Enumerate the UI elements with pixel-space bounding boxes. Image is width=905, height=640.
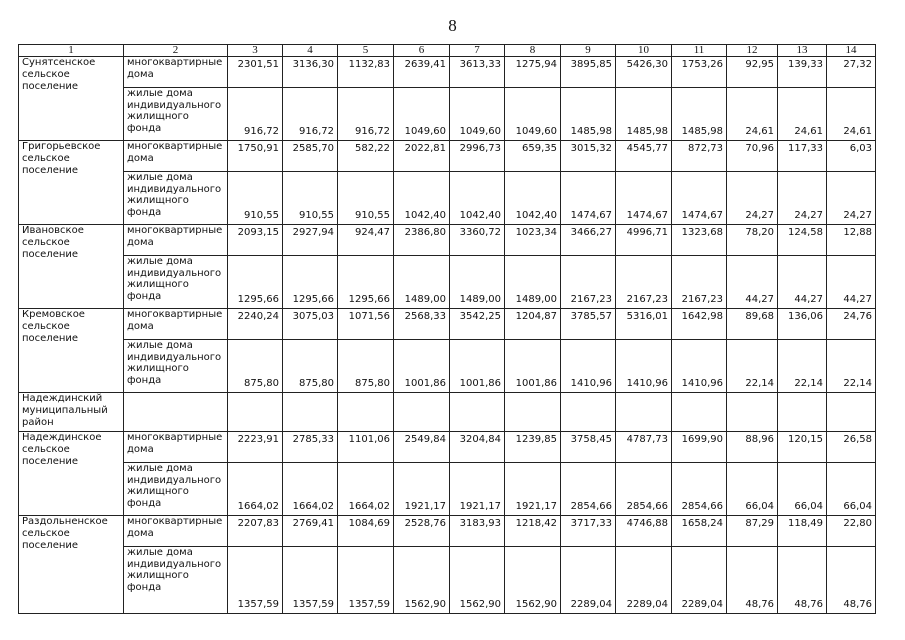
value-cell: 2639,41 — [394, 57, 450, 88]
value-cell: 1049,60 — [394, 88, 450, 141]
value-cell: 24,76 — [827, 309, 876, 340]
col-header: 8 — [505, 45, 561, 57]
value-cell: 66,04 — [827, 463, 876, 516]
value-cell: 1485,98 — [616, 88, 672, 141]
housing-type: жилые дома индивидуального жилищного фонда — [124, 463, 228, 516]
value-cell: 3542,25 — [450, 309, 505, 340]
col-header: 11 — [672, 45, 727, 57]
value-cell: 1489,00 — [450, 256, 505, 309]
column-number-row — [19, 45, 876, 57]
value-cell: 1204,87 — [505, 309, 561, 340]
value-cell: 2854,66 — [561, 463, 616, 516]
value-cell: 24,27 — [727, 172, 778, 225]
housing-type: многоквартирные дома — [124, 309, 228, 340]
value-cell: 48,76 — [727, 547, 778, 614]
value-cell: 1664,02 — [228, 463, 283, 516]
value-cell: 48,76 — [827, 547, 876, 614]
value-cell: 916,72 — [228, 88, 283, 141]
value-cell: 1664,02 — [283, 463, 338, 516]
value-cell: 3136,30 — [283, 57, 338, 88]
value-cell: 1489,00 — [505, 256, 561, 309]
table-row — [19, 225, 876, 256]
settlement-name: Кремовское сельское поселение — [19, 309, 124, 393]
value-cell: 1132,83 — [338, 57, 394, 88]
col-header: 3 — [228, 45, 283, 57]
empty-cell — [616, 393, 672, 432]
value-cell: 916,72 — [283, 88, 338, 141]
value-cell: 22,14 — [778, 340, 827, 393]
value-cell: 22,80 — [827, 516, 876, 547]
value-cell: 1275,94 — [505, 57, 561, 88]
value-cell: 1042,40 — [505, 172, 561, 225]
value-cell: 1753,26 — [672, 57, 727, 88]
col-header: 9 — [561, 45, 616, 57]
tariff-table — [18, 44, 876, 614]
value-cell: 910,55 — [228, 172, 283, 225]
value-cell: 916,72 — [338, 88, 394, 141]
value-cell: 92,95 — [727, 57, 778, 88]
value-cell: 2854,66 — [672, 463, 727, 516]
value-cell: 118,49 — [778, 516, 827, 547]
value-cell: 1474,67 — [561, 172, 616, 225]
value-cell: 3204,84 — [450, 432, 505, 463]
value-cell: 1042,40 — [450, 172, 505, 225]
value-cell: 4746,88 — [616, 516, 672, 547]
empty-cell — [778, 393, 827, 432]
value-cell: 1489,00 — [394, 256, 450, 309]
table-row — [19, 57, 876, 88]
value-cell: 1410,96 — [672, 340, 727, 393]
value-cell: 1921,17 — [505, 463, 561, 516]
empty-cell — [283, 393, 338, 432]
value-cell: 1485,98 — [672, 88, 727, 141]
value-cell: 1921,17 — [394, 463, 450, 516]
page-number: 8 — [448, 16, 457, 35]
value-cell: 1485,98 — [561, 88, 616, 141]
value-cell: 5426,30 — [616, 57, 672, 88]
table-row — [19, 88, 876, 141]
empty-cell — [228, 393, 283, 432]
value-cell: 2207,83 — [228, 516, 283, 547]
value-cell: 2022,81 — [394, 141, 450, 172]
value-cell: 2093,15 — [228, 225, 283, 256]
empty-cell — [505, 393, 561, 432]
col-header: 14 — [827, 45, 876, 57]
value-cell: 1357,59 — [283, 547, 338, 614]
value-cell: 1750,91 — [228, 141, 283, 172]
value-cell: 2927,94 — [283, 225, 338, 256]
empty-cell — [338, 393, 394, 432]
value-cell: 27,32 — [827, 57, 876, 88]
district-name: Надеждинский муниципальный район — [19, 393, 124, 432]
value-cell: 1001,86 — [450, 340, 505, 393]
value-cell: 24,61 — [727, 88, 778, 141]
empty-cell — [561, 393, 616, 432]
value-cell: 1357,59 — [228, 547, 283, 614]
housing-type: многоквартирные дома — [124, 225, 228, 256]
table-row — [19, 547, 876, 614]
value-cell: 1084,69 — [338, 516, 394, 547]
housing-type: жилые дома индивидуального жилищного фонда — [124, 547, 228, 614]
value-cell: 3613,33 — [450, 57, 505, 88]
value-cell: 582,22 — [338, 141, 394, 172]
value-cell: 1699,90 — [672, 432, 727, 463]
value-cell: 2167,23 — [616, 256, 672, 309]
value-cell: 2769,41 — [283, 516, 338, 547]
value-cell: 48,76 — [778, 547, 827, 614]
value-cell: 136,06 — [778, 309, 827, 340]
housing-type: многоквартирные дома — [124, 141, 228, 172]
col-header: 5 — [338, 45, 394, 57]
empty-cell — [827, 393, 876, 432]
value-cell: 875,80 — [283, 340, 338, 393]
empty-cell — [124, 393, 228, 432]
empty-cell — [727, 393, 778, 432]
value-cell: 2549,84 — [394, 432, 450, 463]
value-cell: 44,27 — [778, 256, 827, 309]
value-cell: 6,03 — [827, 141, 876, 172]
housing-type: жилые дома индивидуального жилищного фонда — [124, 340, 228, 393]
value-cell: 89,68 — [727, 309, 778, 340]
col-header: 6 — [394, 45, 450, 57]
value-cell: 3895,85 — [561, 57, 616, 88]
value-cell: 2301,51 — [228, 57, 283, 88]
value-cell: 2854,66 — [616, 463, 672, 516]
value-cell: 3360,72 — [450, 225, 505, 256]
value-cell: 2996,73 — [450, 141, 505, 172]
col-header: 12 — [727, 45, 778, 57]
value-cell: 1474,67 — [672, 172, 727, 225]
value-cell: 2167,23 — [672, 256, 727, 309]
housing-type: жилые дома индивидуального жилищного фонда — [124, 256, 228, 309]
value-cell: 872,73 — [672, 141, 727, 172]
value-cell: 3183,93 — [450, 516, 505, 547]
housing-type: многоквартирные дома — [124, 432, 228, 463]
value-cell: 1042,40 — [394, 172, 450, 225]
value-cell: 875,80 — [338, 340, 394, 393]
value-cell: 3466,27 — [561, 225, 616, 256]
table-row — [19, 141, 876, 172]
table-row — [19, 309, 876, 340]
value-cell: 1921,17 — [450, 463, 505, 516]
value-cell: 1049,60 — [505, 88, 561, 141]
value-cell: 3015,32 — [561, 141, 616, 172]
value-cell: 1001,86 — [394, 340, 450, 393]
value-cell: 1295,66 — [228, 256, 283, 309]
table-row — [19, 172, 876, 225]
value-cell: 910,55 — [338, 172, 394, 225]
table-row — [19, 463, 876, 516]
value-cell: 2568,33 — [394, 309, 450, 340]
settlement-name: Григорьевское сельское поселение — [19, 141, 124, 225]
value-cell: 24,27 — [778, 172, 827, 225]
value-cell: 24,61 — [778, 88, 827, 141]
value-cell: 2785,33 — [283, 432, 338, 463]
value-cell: 66,04 — [727, 463, 778, 516]
settlement-name: Ивановское сельское поселение — [19, 225, 124, 309]
col-header: 10 — [616, 45, 672, 57]
value-cell: 875,80 — [228, 340, 283, 393]
value-cell: 88,96 — [727, 432, 778, 463]
table-row — [19, 516, 876, 547]
value-cell: 26,58 — [827, 432, 876, 463]
value-cell: 70,96 — [727, 141, 778, 172]
value-cell: 66,04 — [778, 463, 827, 516]
housing-type: многоквартирные дома — [124, 57, 228, 88]
value-cell: 1357,59 — [338, 547, 394, 614]
settlement-name: Сунятсенское сельское поселение — [19, 57, 124, 141]
value-cell: 1239,85 — [505, 432, 561, 463]
value-cell: 1642,98 — [672, 309, 727, 340]
col-header: 1 — [19, 45, 124, 57]
housing-type: жилые дома индивидуального жилищного фонда — [124, 172, 228, 225]
value-cell: 2528,76 — [394, 516, 450, 547]
value-cell: 1410,96 — [616, 340, 672, 393]
value-cell: 3785,57 — [561, 309, 616, 340]
value-cell: 2167,23 — [561, 256, 616, 309]
value-cell: 1071,56 — [338, 309, 394, 340]
value-cell: 24,61 — [827, 88, 876, 141]
value-cell: 87,29 — [727, 516, 778, 547]
value-cell: 139,33 — [778, 57, 827, 88]
value-cell: 2585,70 — [283, 141, 338, 172]
value-cell: 1562,90 — [450, 547, 505, 614]
value-cell: 1664,02 — [338, 463, 394, 516]
value-cell: 78,20 — [727, 225, 778, 256]
value-cell: 659,35 — [505, 141, 561, 172]
value-cell: 22,14 — [727, 340, 778, 393]
table-body — [19, 45, 876, 614]
value-cell: 2289,04 — [616, 547, 672, 614]
value-cell: 1295,66 — [283, 256, 338, 309]
col-header: 2 — [124, 45, 228, 57]
value-cell: 12,88 — [827, 225, 876, 256]
value-cell: 1101,06 — [338, 432, 394, 463]
housing-type: многоквартирные дома — [124, 516, 228, 547]
value-cell: 2289,04 — [561, 547, 616, 614]
value-cell: 2223,91 — [228, 432, 283, 463]
value-cell: 124,58 — [778, 225, 827, 256]
district-row — [19, 393, 876, 432]
value-cell: 44,27 — [727, 256, 778, 309]
value-cell: 1658,24 — [672, 516, 727, 547]
table-row — [19, 340, 876, 393]
col-header: 4 — [283, 45, 338, 57]
value-cell: 1218,42 — [505, 516, 561, 547]
table-row — [19, 432, 876, 463]
value-cell: 4545,77 — [616, 141, 672, 172]
value-cell: 924,47 — [338, 225, 394, 256]
value-cell: 1001,86 — [505, 340, 561, 393]
value-cell: 44,27 — [827, 256, 876, 309]
col-header: 13 — [778, 45, 827, 57]
settlement-name: Раздольненское сельское поселение — [19, 516, 124, 614]
value-cell: 117,33 — [778, 141, 827, 172]
value-cell: 4787,73 — [616, 432, 672, 463]
value-cell: 24,27 — [827, 172, 876, 225]
value-cell: 2240,24 — [228, 309, 283, 340]
empty-cell — [672, 393, 727, 432]
empty-cell — [394, 393, 450, 432]
value-cell: 3717,33 — [561, 516, 616, 547]
value-cell: 1323,68 — [672, 225, 727, 256]
value-cell: 1049,60 — [450, 88, 505, 141]
empty-cell — [450, 393, 505, 432]
value-cell: 1474,67 — [616, 172, 672, 225]
value-cell: 1410,96 — [561, 340, 616, 393]
value-cell: 910,55 — [283, 172, 338, 225]
col-header: 7 — [450, 45, 505, 57]
value-cell: 1023,34 — [505, 225, 561, 256]
value-cell: 3075,03 — [283, 309, 338, 340]
settlement-name: Надеждинское сельское поселение — [19, 432, 124, 516]
value-cell: 4996,71 — [616, 225, 672, 256]
value-cell: 2386,80 — [394, 225, 450, 256]
value-cell: 22,14 — [827, 340, 876, 393]
value-cell: 5316,01 — [616, 309, 672, 340]
value-cell: 1562,90 — [505, 547, 561, 614]
table-row — [19, 256, 876, 309]
housing-type: жилые дома индивидуального жилищного фонда — [124, 88, 228, 141]
value-cell: 120,15 — [778, 432, 827, 463]
value-cell: 2289,04 — [672, 547, 727, 614]
value-cell: 1295,66 — [338, 256, 394, 309]
value-cell: 3758,45 — [561, 432, 616, 463]
value-cell: 1562,90 — [394, 547, 450, 614]
